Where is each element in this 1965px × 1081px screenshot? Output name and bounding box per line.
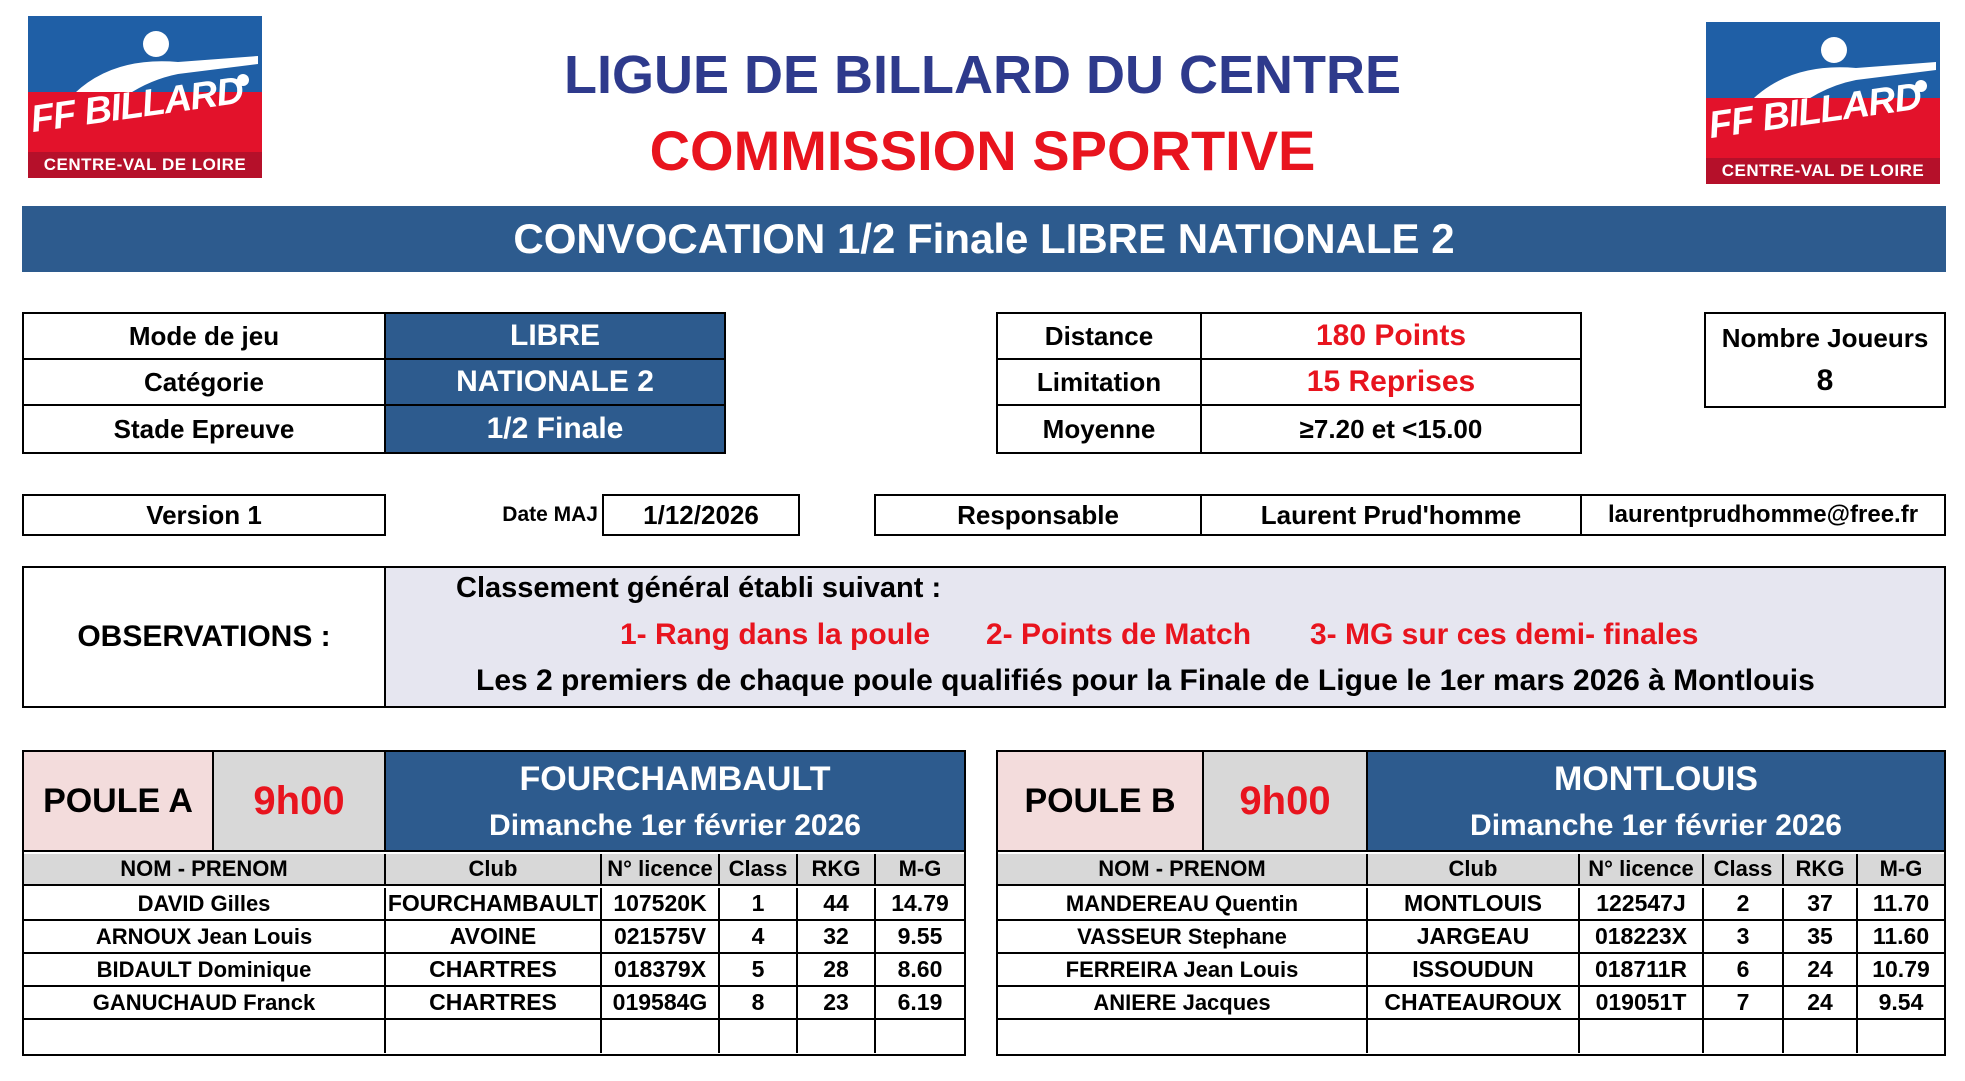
- players-count-label: Nombre Joueurs: [1721, 322, 1929, 353]
- value-limitation: 15 Reprises: [1200, 358, 1582, 406]
- poule-a-cell-rkg: [798, 1020, 876, 1053]
- label-categorie: Catégorie: [22, 358, 386, 406]
- poule-b-cell-rkg: 24: [1784, 954, 1858, 987]
- poule-b-cell-rkg: [1784, 1020, 1858, 1053]
- poule-a-col-rkg: RKG: [798, 854, 876, 886]
- poule-b-cell-class: [1704, 1020, 1784, 1053]
- criteria-match-points: 2- Points de Match: [986, 618, 1252, 651]
- logo-caption: CENTRE-VAL DE LOIRE: [28, 152, 262, 178]
- poule-a-cell-licence: [602, 1020, 720, 1053]
- observations-label: OBSERVATIONS :: [22, 566, 386, 708]
- criteria-mg: 3- MG sur ces demi- finales: [1310, 618, 1699, 651]
- version-box: Version 1: [22, 494, 386, 536]
- poule-b-cell-club: [1368, 1020, 1580, 1053]
- poule-a-cell-class: [720, 1020, 798, 1053]
- responsable-name: Laurent Prud'homme: [1200, 494, 1582, 536]
- poule-a-cell-club: [386, 1020, 602, 1053]
- poule-b-cell-club: JARGEAU: [1368, 921, 1580, 954]
- poule-a-col-class: Class: [720, 854, 798, 886]
- value-categorie: NATIONALE 2: [384, 358, 726, 406]
- poule-a-cell-name: BIDAULT Dominique: [24, 954, 386, 987]
- poule-b-time: 9h00: [1202, 750, 1368, 852]
- poule-a-cell-name: ARNOUX Jean Louis: [24, 921, 386, 954]
- poule-b-cell-licence: 019051T: [1580, 987, 1704, 1020]
- poule-b-date: Dimanche 1er février 2026: [1470, 809, 1842, 842]
- logo-brand: FF BILLARD: [28, 69, 246, 142]
- poule-a-cell-rkg: 28: [798, 954, 876, 987]
- poule-a-col-name: NOM - PRENOM: [24, 854, 386, 886]
- poule-a-cell-licence: 019584G: [602, 987, 720, 1020]
- poule-a-venue-box: [384, 750, 966, 852]
- poule-b-cell-mg: 11.60: [1858, 921, 1944, 954]
- value-stade-epreuve: 1/2 Finale: [384, 404, 726, 454]
- responsable-email[interactable]: laurentprudhomme@free.fr: [1580, 494, 1946, 536]
- commission-title: COMMISSION SPORTIVE: [649, 119, 1316, 182]
- poule-b-cell-club: ISSOUDUN: [1368, 954, 1580, 987]
- poule-b-cell-name: ANIERE Jacques: [998, 987, 1368, 1020]
- poule-b-cell-licence: [1580, 1020, 1704, 1053]
- poule-a-cell-mg: 6.19: [876, 987, 964, 1020]
- poule-b-col-mg: M-G: [1858, 854, 1944, 886]
- value-distance: 180 Points: [1200, 312, 1582, 360]
- date-maj-value: 1/12/2026: [602, 494, 800, 536]
- responsable-label: Responsable: [874, 494, 1202, 536]
- poule-b-col-class: Class: [1704, 854, 1784, 886]
- poule-a-col-mg: M-G: [876, 854, 964, 886]
- poule-b-cell-class: 6: [1704, 954, 1784, 987]
- poule-b-cell-club: CHATEAUROUX: [1368, 987, 1580, 1020]
- players-count-box: [1704, 312, 1946, 408]
- poule-a-date: Dimanche 1er février 2026: [489, 809, 861, 842]
- label-limitation: Limitation: [996, 358, 1202, 406]
- observations-line3: Les 2 premiers de chaque poule qualifiés pour la Finale de Ligue le 1er mars 2026 à Montlouis: [476, 664, 1815, 697]
- poule-b-cell-name: [998, 1020, 1368, 1053]
- poule-b-cell-club: MONTLOUIS: [1368, 888, 1580, 921]
- poule-a-cell-class: 5: [720, 954, 798, 987]
- poule-b-cell-mg: 11.70: [1858, 888, 1944, 921]
- poule-a-cell-licence: 021575V: [602, 921, 720, 954]
- league-title: LIGUE DE BILLARD DU CENTRE: [564, 45, 1401, 105]
- poule-b-cell-licence: 018711R: [1580, 954, 1704, 987]
- poule-a-cell-licence: 107520K: [602, 888, 720, 921]
- poule-b-col-rkg: RKG: [1784, 854, 1858, 886]
- poule-a-cell-class: 1: [720, 888, 798, 921]
- date-maj-label: Date MAJ: [502, 503, 598, 526]
- poule-a-cell-mg: 8.60: [876, 954, 964, 987]
- poule-a-name: POULE A: [22, 750, 214, 852]
- poule-a-cell-name: [24, 1020, 386, 1053]
- logo-brand: FF BILLARD: [1706, 75, 1924, 148]
- poule-b-cell-mg: [1858, 1020, 1944, 1053]
- poule-a-cell-club: CHARTRES: [386, 954, 602, 987]
- poule-b-cell-name: FERREIRA Jean Louis: [998, 954, 1368, 987]
- poule-a-cell-class: 8: [720, 987, 798, 1020]
- poule-a-cell-class: 4: [720, 921, 798, 954]
- players-count-value: 8: [1816, 364, 1834, 397]
- criteria-rank: 1- Rang dans la poule: [620, 618, 931, 651]
- poule-b-venue-box: [1366, 750, 1946, 852]
- label-moyenne: Moyenne: [996, 404, 1202, 454]
- label-stade-epreuve: Stade Epreuve: [22, 404, 386, 454]
- logo-caption: CENTRE-VAL DE LOIRE: [1706, 158, 1940, 184]
- poule-a-col-club: Club: [386, 854, 602, 886]
- poule-b-cell-class: 3: [1704, 921, 1784, 954]
- poule-a-cell-mg: 9.55: [876, 921, 964, 954]
- poule-a-cell-name: GANUCHAUD Franck: [24, 987, 386, 1020]
- poule-a-time: 9h00: [212, 750, 386, 852]
- observations-content: [384, 566, 1946, 708]
- poule-a-cell-name: DAVID Gilles: [24, 888, 386, 921]
- poule-a-cell-rkg: 32: [798, 921, 876, 954]
- poule-a-cell-mg: 14.79: [876, 888, 964, 921]
- convocation-banner: CONVOCATION 1/2 Finale LIBRE NATIONALE 2: [22, 206, 1946, 272]
- poule-b-col-licence: N° licence: [1580, 854, 1704, 886]
- poule-b-venue: MONTLOUIS: [1554, 759, 1758, 798]
- poule-b-cell-licence: 018223X: [1580, 921, 1704, 954]
- poule-b-cell-class: 2: [1704, 888, 1784, 921]
- poule-b-cell-name: VASSEUR Stephane: [998, 921, 1368, 954]
- poule-a-cell-licence: 018379X: [602, 954, 720, 987]
- poule-a-col-licence: N° licence: [602, 854, 720, 886]
- poule-a-cell-club: AVOINE: [386, 921, 602, 954]
- poule-b-col-club: Club: [1368, 854, 1580, 886]
- poule-b-cell-licence: 122547J: [1580, 888, 1704, 921]
- poule-b-cell-rkg: 24: [1784, 987, 1858, 1020]
- value-moyenne: ≥7.20 et <15.00: [1200, 404, 1582, 454]
- poule-b-cell-name: MANDEREAU Quentin: [998, 888, 1368, 921]
- poule-a-cell-rkg: 44: [798, 888, 876, 921]
- poule-a-cell-club: FOURCHAMBAULT: [386, 888, 602, 921]
- poule-b-cell-mg: 9.54: [1858, 987, 1944, 1020]
- poule-b-cell-rkg: 35: [1784, 921, 1858, 954]
- poule-b-cell-class: 7: [1704, 987, 1784, 1020]
- poule-a-venue: FOURCHAMBAULT: [519, 759, 831, 798]
- poule-a-cell-club: CHARTRES: [386, 987, 602, 1020]
- label-distance: Distance: [996, 312, 1202, 360]
- poule-b-col-name: NOM - PRENOM: [998, 854, 1368, 886]
- poule-a-cell-rkg: 23: [798, 987, 876, 1020]
- poule-b-name: POULE B: [996, 750, 1204, 852]
- poule-a-cell-mg: [876, 1020, 964, 1053]
- observations-line1: Classement général établi suivant :: [456, 572, 942, 604]
- poule-b-cell-mg: 10.79: [1858, 954, 1944, 987]
- label-mode-de-jeu: Mode de jeu: [22, 312, 386, 360]
- poule-b-cell-rkg: 37: [1784, 888, 1858, 921]
- value-mode-de-jeu: LIBRE: [384, 312, 726, 360]
